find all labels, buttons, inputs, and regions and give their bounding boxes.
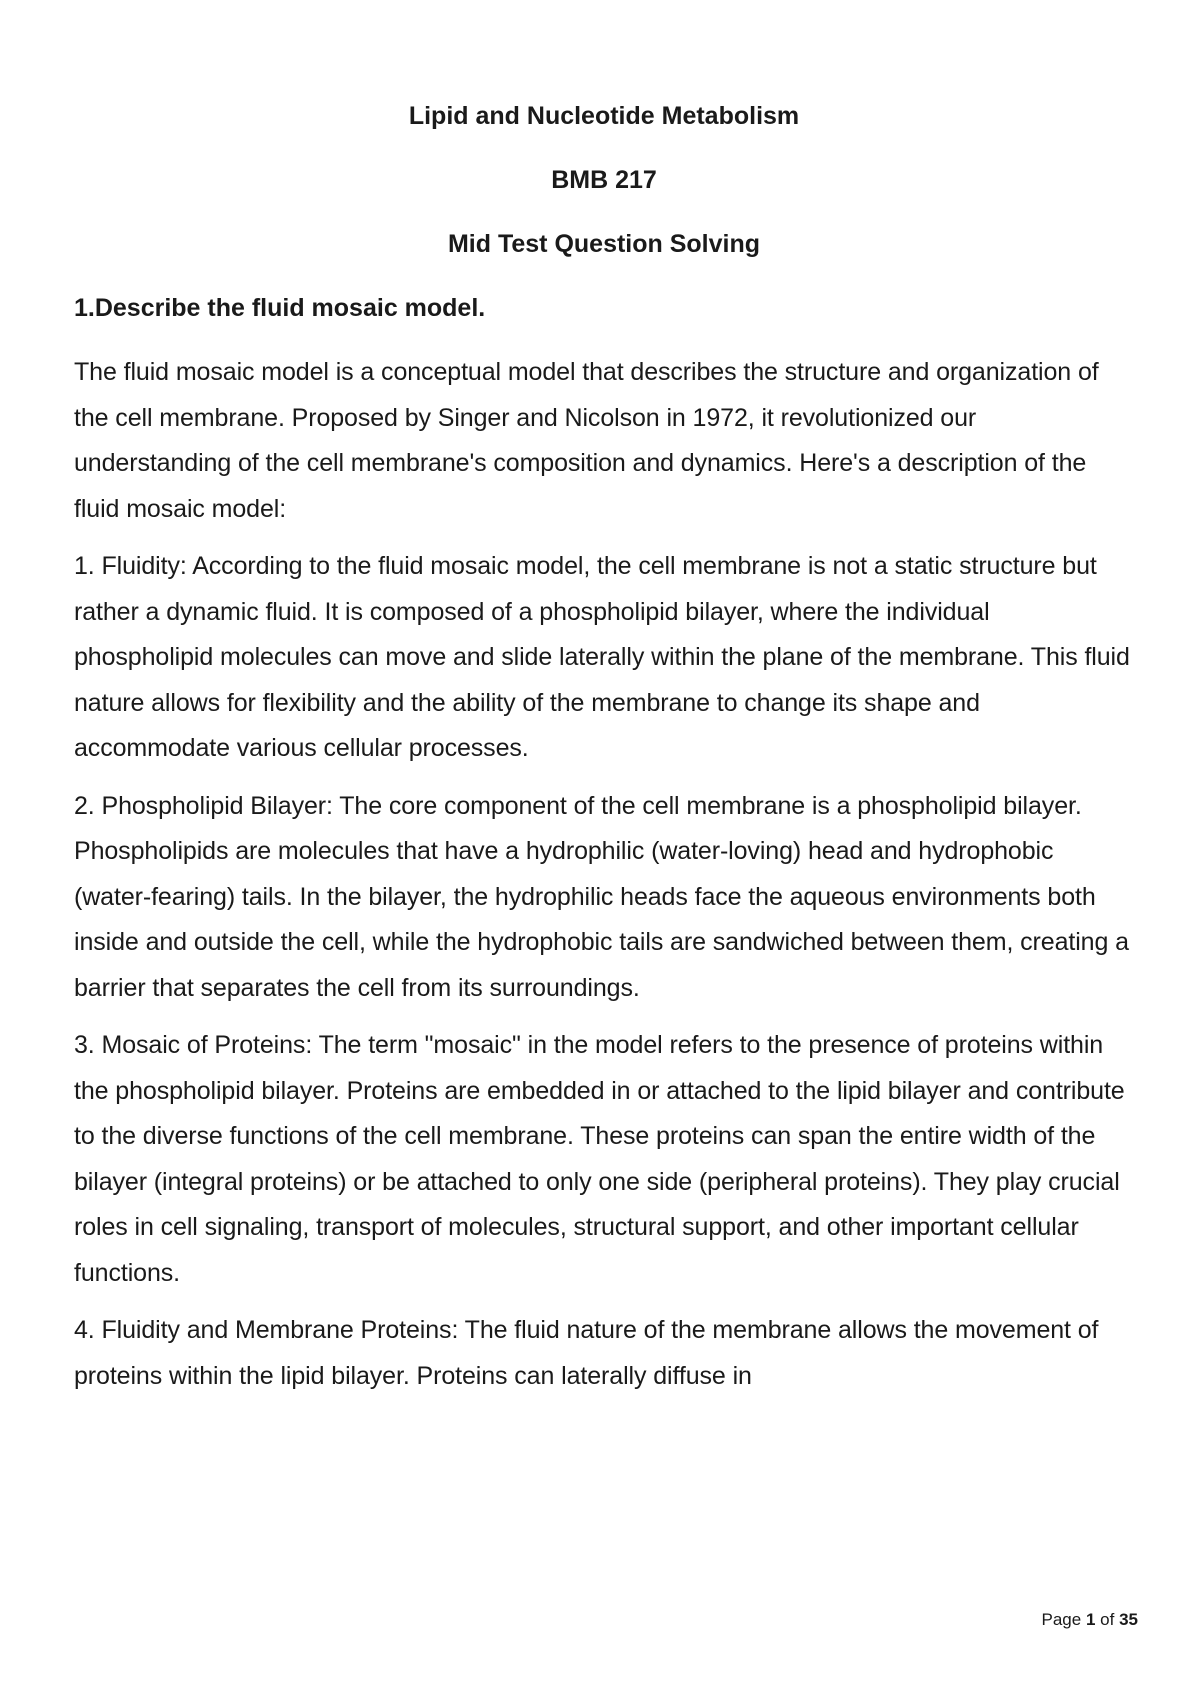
document-title: Lipid and Nucleotide Metabolism: [408, 102, 800, 130]
of-label: of: [1100, 1610, 1115, 1629]
paragraph-phospholipid-bilayer: 2. Phospholipid Bilayer: The core component of the cell membrane is a phospholipid bilayer. Phospholipids are molecules that have a hydrophilic (water-loving) head and hydrophobic (water-fearing) tails. In the bilayer, the hydrophilic heads face the aqueous environments both inside and outside the cell, while the hydrophobic tails are sandwiched between them, creating a barrier that separates the cell from its surroundings.: [74, 791, 1129, 1002]
total-pages: 35: [1119, 1610, 1138, 1629]
document-subtitle: Mid Test Question Solving: [447, 230, 761, 258]
paragraph-fluidity: 1. Fluidity: According to the fluid mosaic model, the cell membrane is not a static structure but rather a dynamic fluid. It is composed of a phospholipid bilayer, where the individual phospholipid molecules can move and slide laterally within the plane of the membrane. This fluid nature allows for flexibility and the ability of the membrane to change its shape and accommodate various cellular processes.: [74, 552, 1130, 762]
page-label: Page: [1041, 1610, 1082, 1629]
paragraph-fluidity-membrane-proteins: 4. Fluidity and Membrane Proteins: The fluid nature of the membrane allows the movement of proteins within the lipid bilayer. Proteins can laterally diffuse in: [74, 1316, 1099, 1390]
page-content: [74, 100, 1134, 1399]
intro-paragraph: The fluid mosaic model is a conceptual model that describes the structure and organization of the cell membrane. Proposed by Singer and Nicolson in 1972, it revolutionized our understanding of the cell membrane's composition and dynamics. Here's a description of the fluid mosaic model:: [74, 358, 1099, 523]
paragraph-mosaic-of-proteins: 3. Mosaic of Proteins: The term "mosaic" in the model refers to the presence of proteins within the phospholipid bilayer. Proteins are embedded in or attached to the lipid bilayer and contribute to the diverse functions of the cell membrane. These proteins can span the entire width of the bilayer (integral proteins) or be attached to only one side (peripheral proteins). They play crucial roles in cell signaling, transport of molecules, structural support, and other important cellular functions.: [74, 1031, 1125, 1287]
page-number: 1: [1085, 1610, 1096, 1629]
course-code: BMB 217: [551, 166, 657, 194]
page-footer: [1042, 1610, 1138, 1630]
question-heading: 1.Describe the fluid mosaic model.: [74, 294, 486, 322]
